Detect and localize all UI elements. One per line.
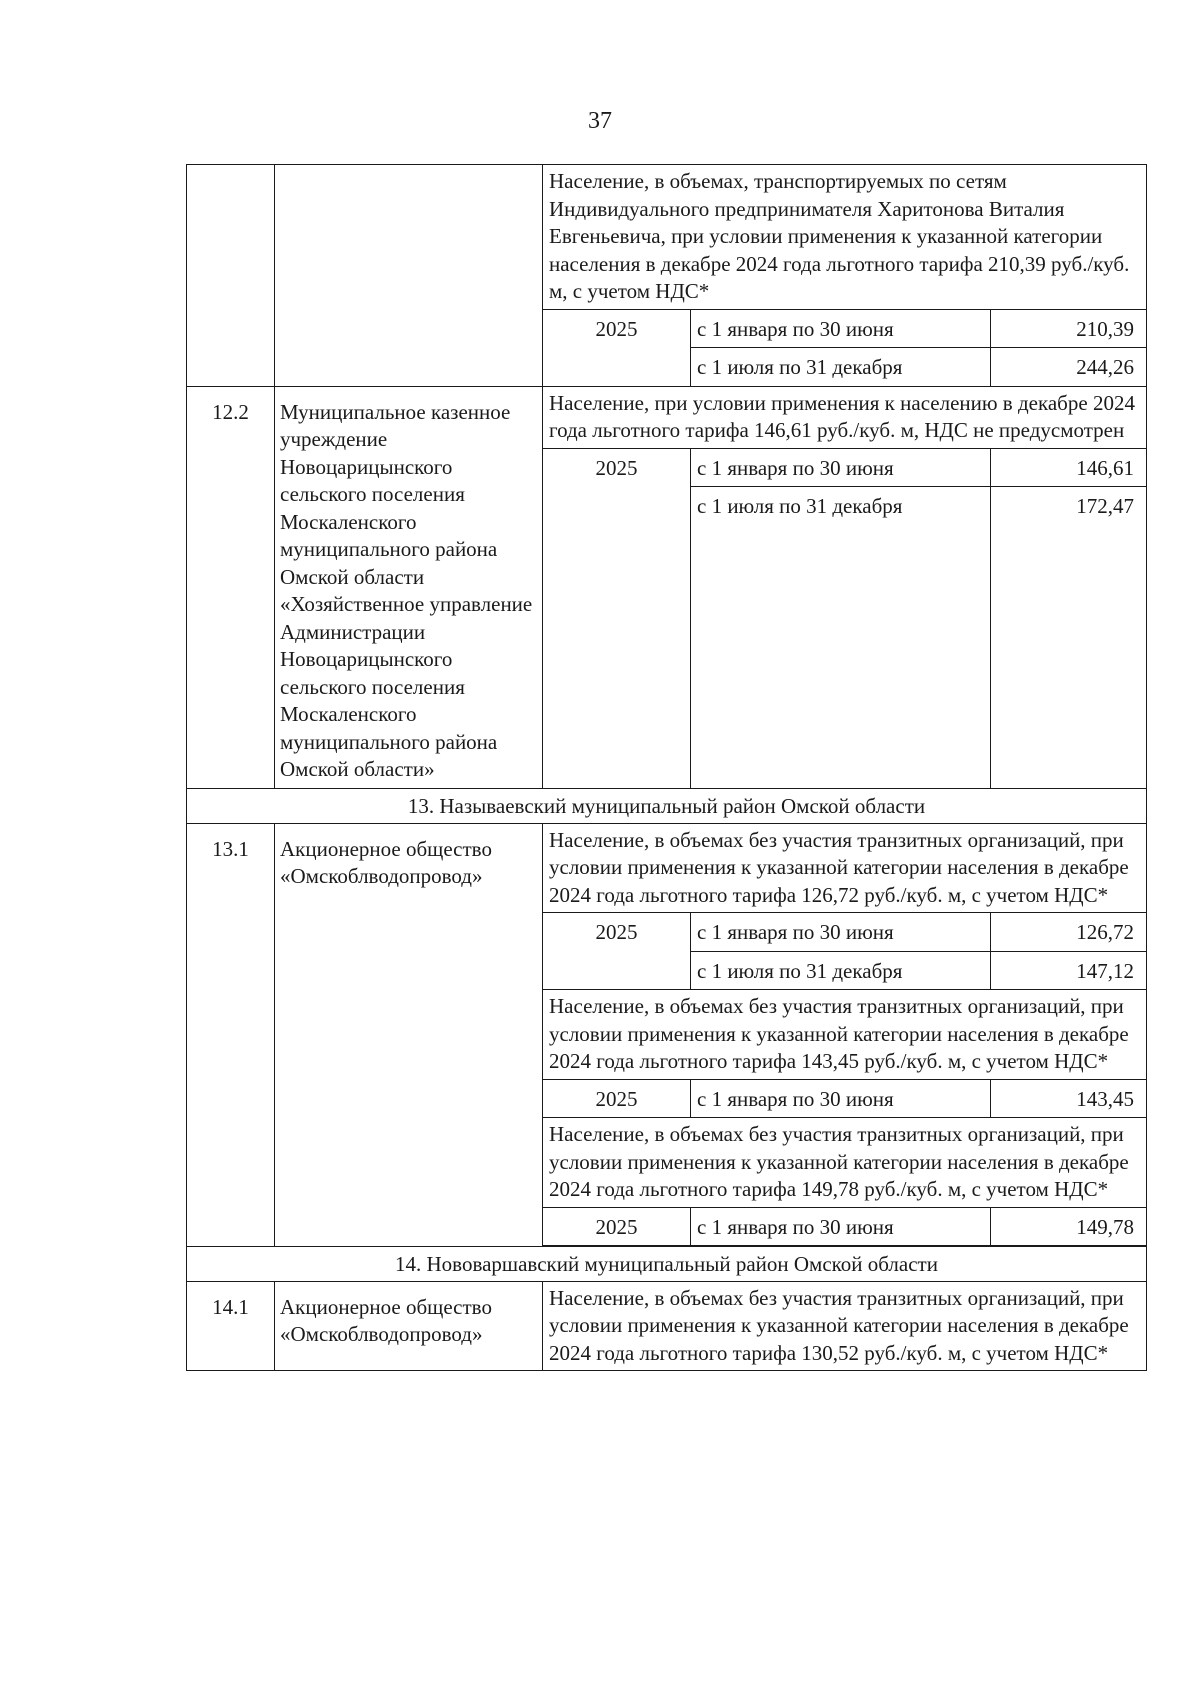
tariff-value: 143,45 [991,1079,1147,1118]
year-cell: 2025 [543,448,691,789]
year-cell: 2025 [543,1207,691,1246]
category-cell: Население, в объемах, транспортируемых по сетям Индивидуального предпринимателя Харитонова Виталия Евгеньевича, при условии применения к указанной категории населения в декабре 2024 года льготного тарифа 210,39 руб./куб. м, с учетом НДС* [543,165,1147,310]
table-row [187,386,1147,448]
period-cell: с 1 января по 30 июня [691,309,991,348]
year-cell: 2025 [543,1079,691,1118]
section-title: 13. Называевский муниципальный район Омской области [187,789,1147,824]
tariff-value: 244,26 [991,348,1147,387]
org-cell [275,165,543,387]
tariff-value: 172,47 [991,487,1147,789]
period-cell: с 1 июля по 31 декабря [691,487,991,789]
period-cell: с 1 июля по 31 декабря [691,348,991,387]
year-cell: 2025 [543,913,691,990]
period-cell: с 1 января по 30 июня [691,448,991,487]
row-number: 12.2 [187,386,275,789]
tariff-table [186,164,1147,1371]
row-number: 13.1 [187,823,275,1247]
page-number: 37 [588,108,612,134]
organization-name: Муниципальное казенное учреждение Новоцарицынского сельского поселения Москаленского муниципального района Омской области «Хозяйственное управление Администрации Новоцарицынского сельского поселения Москаленского муниципального района Омской области» [275,386,543,789]
category-cell: Население, в объемах без участия транзитных организаций, при условии применения к указанной категории населения в декабре 2024 года льготного тарифа 130,52 руб./куб. м, с учетом НДС* [543,1281,1147,1371]
tariff-table-sheet [186,164,1146,1371]
category-cell: Население, в объемах без участия транзитных организаций, при условии применения к указанной категории населения в декабре 2024 года льготного тарифа 149,78 руб./куб. м, с учетом НДС* [543,1118,1147,1208]
year-cell: 2025 [543,309,691,386]
organization-name: Акционерное общество «Омскоблводопровод» [275,1281,543,1371]
section-header-row [187,1247,1147,1282]
tariff-value: 149,78 [991,1207,1147,1246]
tariff-value: 146,61 [991,448,1147,487]
table-row [187,823,1147,913]
tariff-value: 126,72 [991,913,1147,952]
num-cell [187,165,275,387]
category-cell: Население, при условии применения к населению в декабре 2024 года льготного тарифа 146,61 руб./куб. м, НДС не предусмотрен [543,386,1147,448]
section-header-row [187,789,1147,824]
table-row [187,165,1147,310]
period-cell: с 1 января по 30 июня [691,913,991,952]
period-cell: с 1 января по 30 июня [691,1079,991,1118]
category-cell: Население, в объемах без участия транзитных организаций, при условии применения к указанной категории населения в декабре 2024 года льготного тарифа 143,45 руб./куб. м, с учетом НДС* [543,990,1147,1080]
period-cell: с 1 января по 30 июня [691,1207,991,1246]
section-title: 14. Нововаршавский муниципальный район Омской области [187,1247,1147,1282]
row-number: 14.1 [187,1281,275,1371]
tariff-value: 147,12 [991,951,1147,990]
organization-name: Акционерное общество «Омскоблводопровод» [275,823,543,1247]
table-row [187,1281,1147,1371]
tariff-value: 210,39 [991,309,1147,348]
period-cell: с 1 июля по 31 декабря [691,951,991,990]
category-cell: Население, в объемах без участия транзитных организаций, при условии применения к указанной категории населения в декабре 2024 года льготного тарифа 126,72 руб./куб. м, с учетом НДС* [543,823,1147,913]
